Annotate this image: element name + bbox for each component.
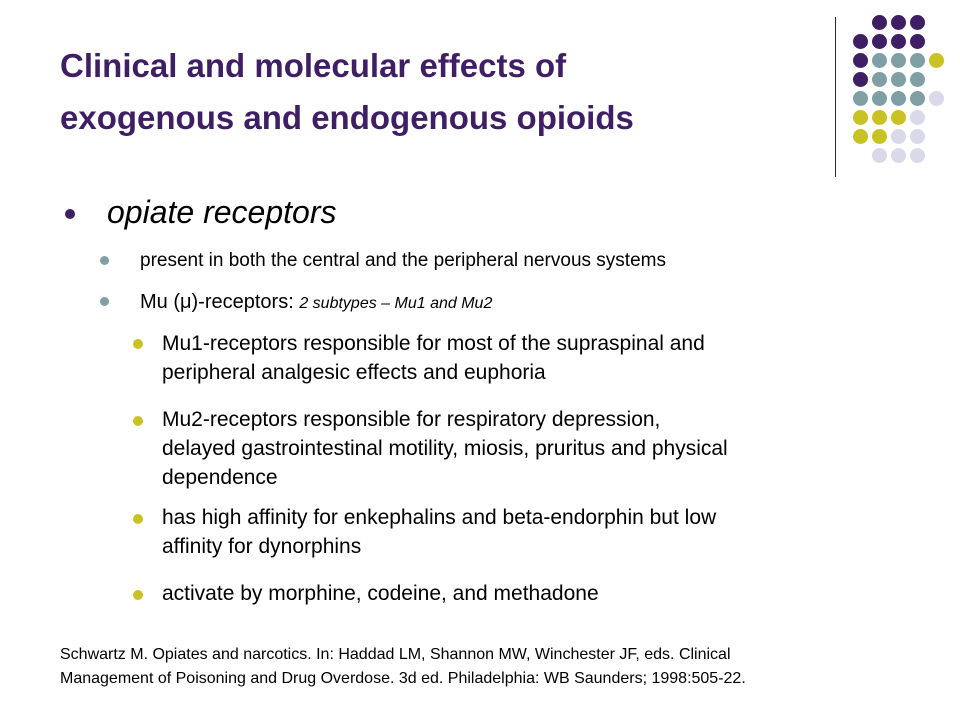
decorative-dot bbox=[872, 15, 887, 30]
decorative-dot bbox=[872, 91, 887, 106]
decorative-dot bbox=[910, 148, 925, 163]
slide-title-line-2: exogenous and endogenous opioids bbox=[60, 99, 634, 136]
decorative-dot bbox=[891, 91, 906, 106]
bullet-dot-level3 bbox=[133, 514, 143, 524]
decorative-dot bbox=[853, 34, 868, 49]
decorative-dot bbox=[853, 53, 868, 68]
decorative-dot bbox=[910, 53, 925, 68]
decorative-dot bbox=[891, 110, 906, 125]
citation-reference bbox=[60, 643, 920, 691]
bullet-level3-mu1 bbox=[162, 329, 902, 387]
title-divider-line bbox=[835, 17, 836, 177]
bullet-level3-line: peripheral analgesic effects and euphoria bbox=[162, 361, 546, 384]
decorative-dot bbox=[853, 129, 868, 144]
bullet-level3-activation bbox=[162, 579, 902, 608]
decorative-dot bbox=[891, 148, 906, 163]
bullet-level3-line: Mu1-receptors responsible for most of the supraspinal and bbox=[162, 332, 705, 355]
citation-line-2: Management of Poisoning and Drug Overdose. 3d ed. Philadelphia: WB Saunders; 1998:505-22. bbox=[60, 670, 746, 687]
bullet-dot-level3 bbox=[133, 339, 143, 349]
mu-subtypes-label: 2 subtypes – Mu1 and Mu2 bbox=[299, 295, 493, 312]
decorative-dot bbox=[929, 53, 944, 68]
decorative-dot bbox=[891, 34, 906, 49]
citation-line-1: Schwartz M. Opiates and narcotics. In: Haddad LM, Shannon MW, Winchester JF, eds. Clinical bbox=[60, 646, 731, 663]
decorative-dot bbox=[853, 72, 868, 87]
bullet-level1-opiate-receptors: opiate receptors bbox=[107, 194, 337, 230]
bullet-level3-mu2 bbox=[162, 405, 902, 492]
decorative-dot bbox=[872, 72, 887, 87]
bullet-level2-nervous-systems: present in both the central and the peripheral nervous systems bbox=[140, 250, 666, 271]
bullet-level3-line: has high affinity for enkephalins and beta-endorphin but low bbox=[162, 506, 717, 529]
decorative-dot bbox=[910, 72, 925, 87]
bullet-level3-affinity bbox=[162, 503, 902, 561]
bullet-dot-level2 bbox=[100, 297, 109, 306]
decorative-dot bbox=[891, 72, 906, 87]
decorative-dot bbox=[929, 91, 944, 106]
decorative-dot bbox=[910, 34, 925, 49]
bullet-dot-level1 bbox=[65, 209, 75, 219]
mu-receptors-label: Mu (μ)-receptors: bbox=[140, 291, 300, 313]
decorative-dot bbox=[872, 53, 887, 68]
decorative-dot bbox=[872, 110, 887, 125]
decorative-dot bbox=[891, 15, 906, 30]
bullet-dot-level3 bbox=[133, 416, 143, 426]
bullet-dot-level3 bbox=[133, 590, 143, 600]
bullet-level3-line: delayed gastrointestinal motility, miosis, pruritus and physical bbox=[162, 437, 728, 460]
bullet-level3-line: activate by morphine, codeine, and methadone bbox=[162, 582, 599, 605]
decorative-dot bbox=[853, 110, 868, 125]
decorative-dot bbox=[891, 53, 906, 68]
slide-title-line-1: Clinical and molecular effects of bbox=[60, 47, 567, 84]
decorative-dot bbox=[872, 129, 887, 144]
decorative-dot bbox=[910, 110, 925, 125]
bullet-level2-mu-receptors bbox=[140, 287, 492, 319]
decorative-dot bbox=[853, 91, 868, 106]
bullet-dot-level2 bbox=[100, 256, 109, 265]
decorative-dot bbox=[891, 129, 906, 144]
decorative-dot bbox=[910, 91, 925, 106]
decorative-dot bbox=[872, 34, 887, 49]
bullet-level3-line: affinity for dynorphins bbox=[162, 535, 362, 558]
decorative-dot bbox=[910, 129, 925, 144]
slide-title bbox=[60, 40, 820, 144]
bullet-level3-line: dependence bbox=[162, 466, 278, 489]
decorative-dot bbox=[872, 148, 887, 163]
decorative-dot bbox=[910, 15, 925, 30]
bullet-level3-line: Mu2-receptors responsible for respiratory depression, bbox=[162, 408, 661, 431]
